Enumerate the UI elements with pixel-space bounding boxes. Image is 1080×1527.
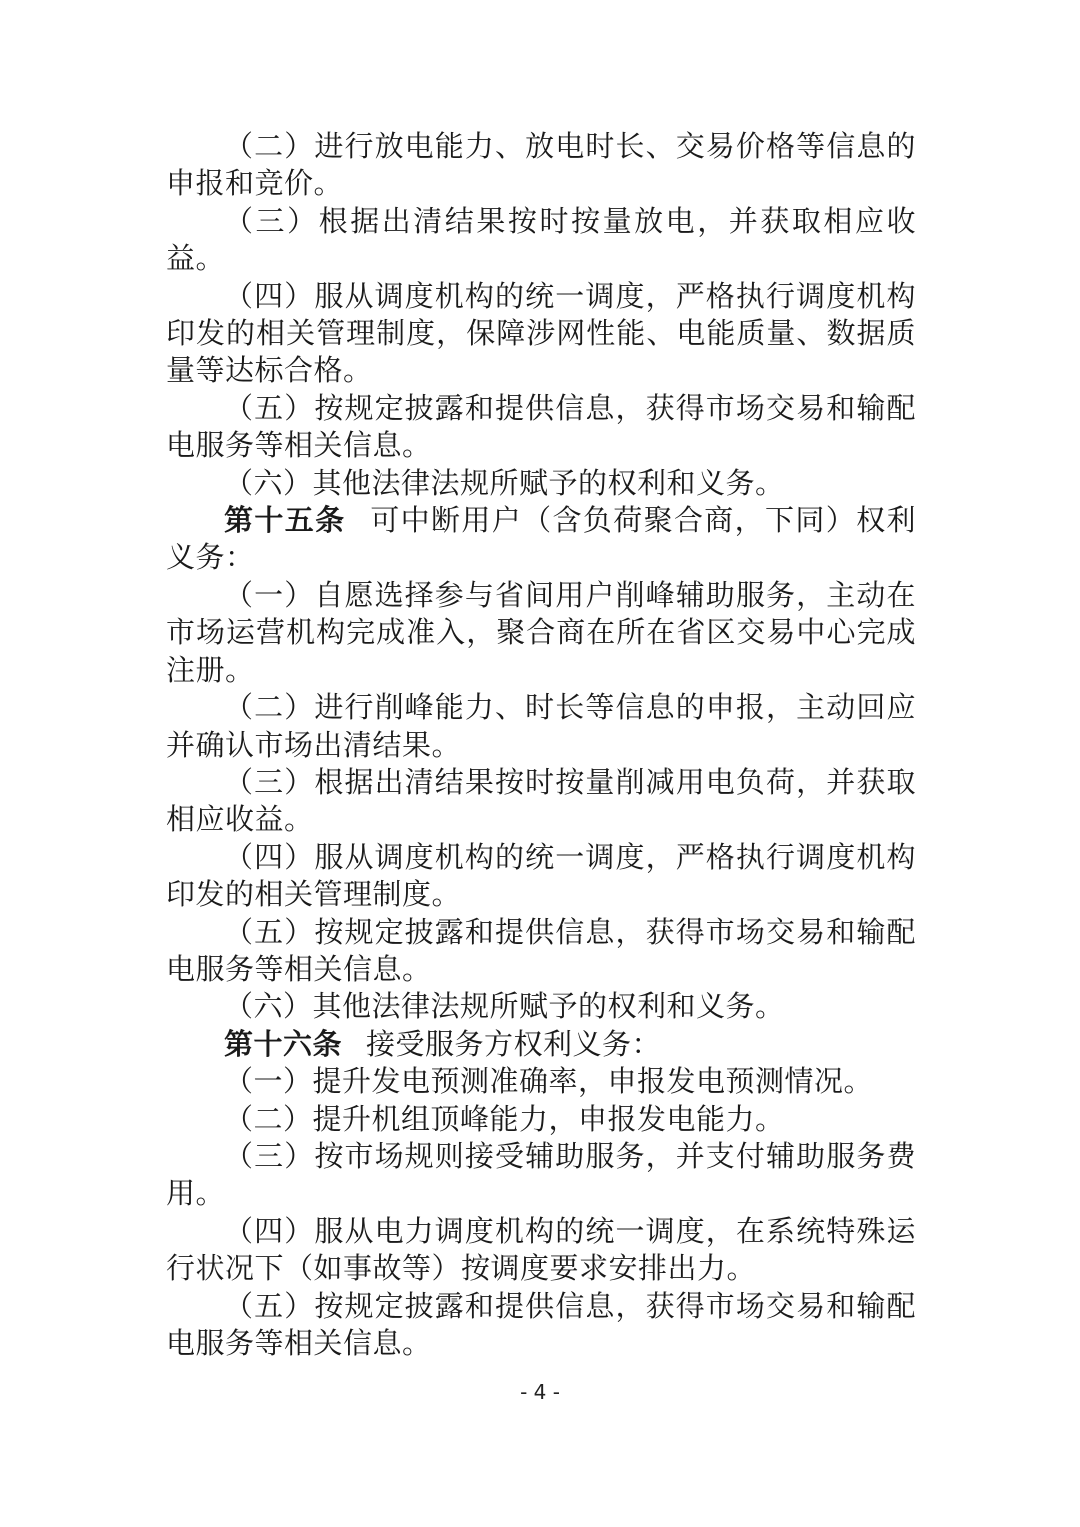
article-16-text: 接受服务方权利义务： (366, 1026, 662, 1061)
paragraph-item: （五）按规定披露和提供信息，获得市场交易和输配电服务等相关信息。 (166, 390, 916, 463)
article-15-title: 第十五条 (224, 503, 346, 538)
article-16-paragraph (166, 1026, 916, 1063)
paragraph-item: （四）服从调度机构的统一调度，严格执行调度机构印发的相关管理制度，保障涉网性能、电能质量、数据质量等达标合格。 (166, 278, 916, 388)
paragraph-item: （二）提升机组顶峰能力，申报发电能力。 (224, 1101, 785, 1136)
paragraph-item: （一）自愿选择参与省间用户削峰辅助服务，主动在市场运营机构完成准入，聚合商在所在省区交易中心完成注册。 (166, 577, 916, 687)
paragraph-item: （三）根据出清结果按时按量放电，并获取相应收益。 (166, 203, 916, 276)
paragraph-item: （二）进行放电能力、放电时长、交易价格等信息的申报和竞价。 (166, 129, 916, 201)
article-15-paragraph (166, 502, 916, 577)
paragraph-item: （三）根据出清结果按时按量削减用电负荷，并获取相应收益。 (166, 764, 916, 837)
document-body (166, 128, 916, 1362)
page-number: - 4 - (520, 1380, 560, 1404)
paragraph-item: （四）服从调度机构的统一调度，严格执行调度机构印发的相关管理制度。 (166, 839, 916, 912)
paragraph-item: （四）服从电力调度机构的统一调度，在系统特殊运行状况下（如事故等）按调度要求安排出力。 (166, 1213, 916, 1286)
paragraph-item: （五）按规定披露和提供信息，获得市场交易和输配电服务等相关信息。 (166, 914, 916, 986)
article-15-text: 可中断用户（含负荷聚合商，下同）权利义务： (166, 503, 916, 575)
paragraph-item: （六）其他法律法规所赋予的权利和义务。 (224, 989, 785, 1024)
paragraph-item: （五）按规定披露和提供信息，获得市场交易和输配电服务等相关信息。 (166, 1288, 916, 1360)
paragraph-item: （一）提升发电预测准确率，申报发电预测情况。 (224, 1064, 874, 1099)
paragraph-item: （二）进行削峰能力、时长等信息的申报，主动回应并确认市场出清结果。 (166, 690, 916, 762)
paragraph-item: （六）其他法律法规所赋予的权利和义务。 (224, 465, 785, 500)
article-16-title: 第十六条 (224, 1026, 343, 1061)
paragraph-item: （三）按市场规则接受辅助服务，并支付辅助服务费用。 (166, 1138, 916, 1211)
